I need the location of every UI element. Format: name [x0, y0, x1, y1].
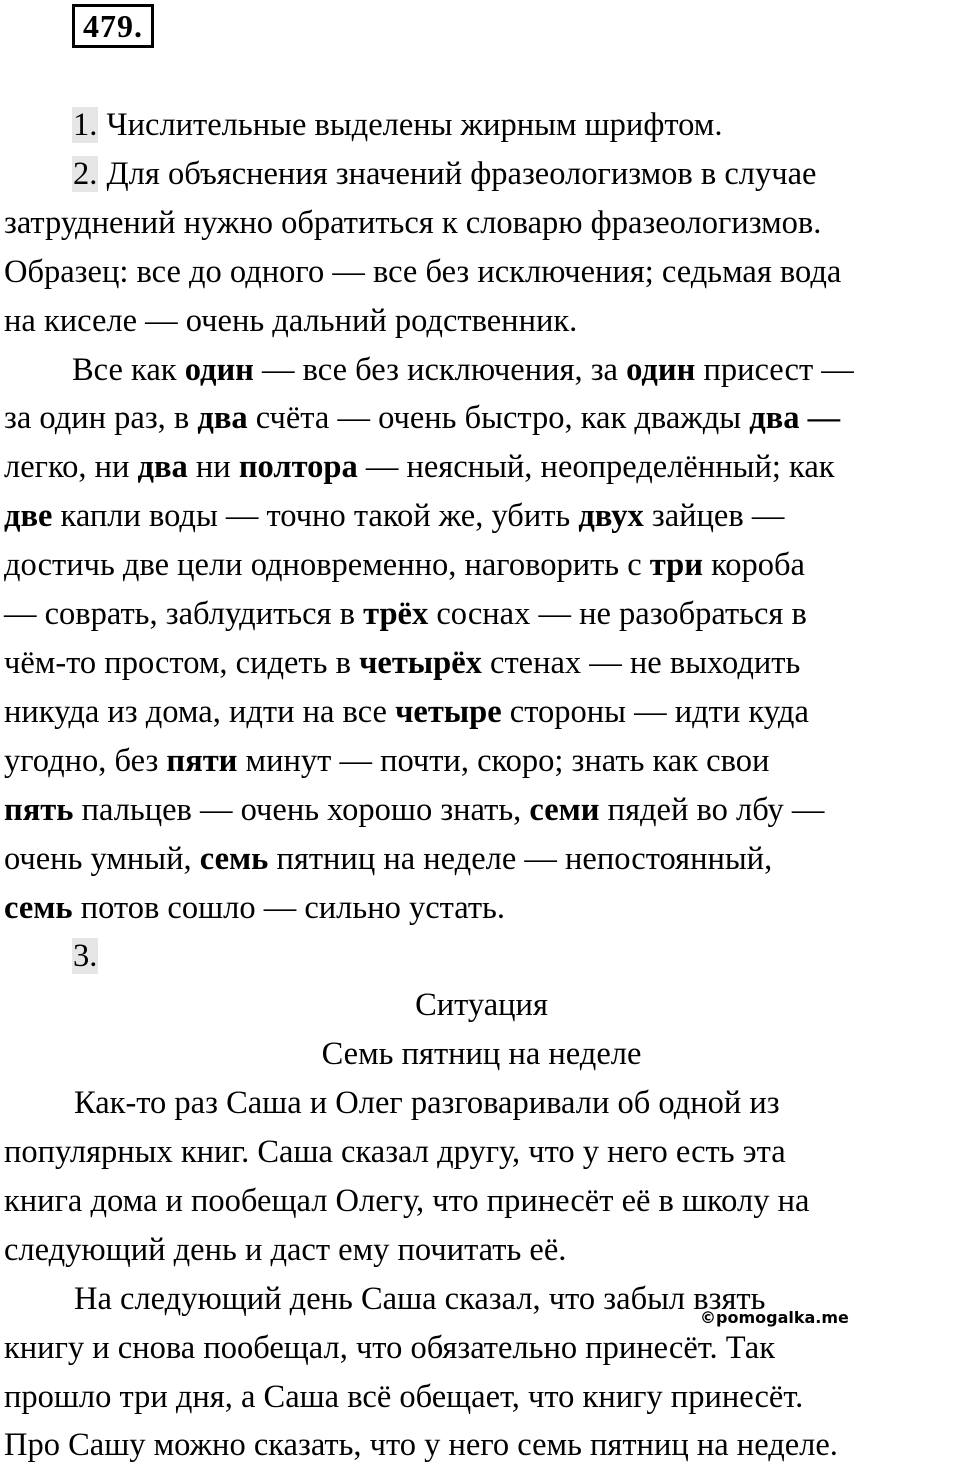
- story-line: книга дома и пообещал Олегу, что принесёт её в школу на: [4, 1182, 810, 1219]
- idiom-line: угодно, без пяти минут — почти, скоро; знать как свои: [4, 742, 770, 779]
- idiom-line: очень умный, семь пятниц на неделе — непостоянный,: [4, 840, 773, 877]
- item-2-line: на киселе — очень дальний родственник.: [4, 302, 578, 339]
- item-3: [4, 932, 959, 981]
- idiom-line: легко, ни два ни полтора — неясный, неопределённый; как: [4, 449, 835, 486]
- item-marker: 2.: [73, 155, 98, 192]
- idiom-line: достичь две цели одновременно, наговорить с три короба: [4, 547, 805, 584]
- item-1: 1. Числительные выделены жирным шрифтом.: [73, 107, 723, 143]
- item-2-line: 2. Для объяснения значений фразеологизмов в случае: [73, 155, 817, 192]
- idiom-line: чём-то простом, сидеть в четырёх стенах — не выходить: [4, 644, 801, 681]
- story-line: Как-то раз Саша и Олег разговаривали об одной из: [74, 1085, 780, 1122]
- idiom-line: — соврать, заблудиться в трёх соснах — не разобраться в: [4, 596, 807, 633]
- story-line: Про Сашу можно сказать, что у него семь пятниц на неделе.: [4, 1427, 838, 1464]
- story-line: прошло три дня, а Саша всё обещает, что книгу принесёт.: [4, 1378, 804, 1415]
- story-title: Семь пятниц на неделе: [321, 1036, 642, 1073]
- idiom-line: за один раз, в два счёта — очень быстро, как дважды два —: [4, 400, 841, 437]
- story-line: На следующий день Саша сказал, что забыл взять: [74, 1280, 766, 1317]
- idiom-line: Все как один — все без исключения, за один присест —: [72, 351, 854, 388]
- story-line: следующий день и даст ему почитать её.: [4, 1231, 567, 1268]
- item-marker: 1.: [73, 107, 98, 143]
- item-marker: 3.: [73, 938, 98, 975]
- story-line: популярных книг. Саша сказал другу, что у него есть эта: [4, 1134, 786, 1171]
- story-line: книгу и снова пообещал, что обязательно принесёт. Так: [4, 1329, 776, 1366]
- answer-text: [4, 101, 959, 1470]
- idiom-line: семь потов сошло — сильно устать.: [4, 889, 505, 926]
- idiom-line: никуда из дома, идти на все четыре стороны — идти куда: [4, 693, 809, 730]
- story-label: Ситуация: [415, 987, 548, 1024]
- item-2-line: Образец: все до одного — все без исключения; седьмая вода: [4, 253, 842, 290]
- idiom-line: две капли воды — точно такой же, убить двух зайцев —: [4, 498, 785, 535]
- item-2-line: затруднений нужно обратиться к словарю фразеологизмов.: [4, 204, 822, 241]
- idiom-line: пять пальцев — очень хорошо знать, семи пядей во лбу —: [4, 791, 825, 828]
- watermark: ©pomogalka.me: [700, 1308, 849, 1327]
- exercise-number: 479.: [72, 4, 154, 48]
